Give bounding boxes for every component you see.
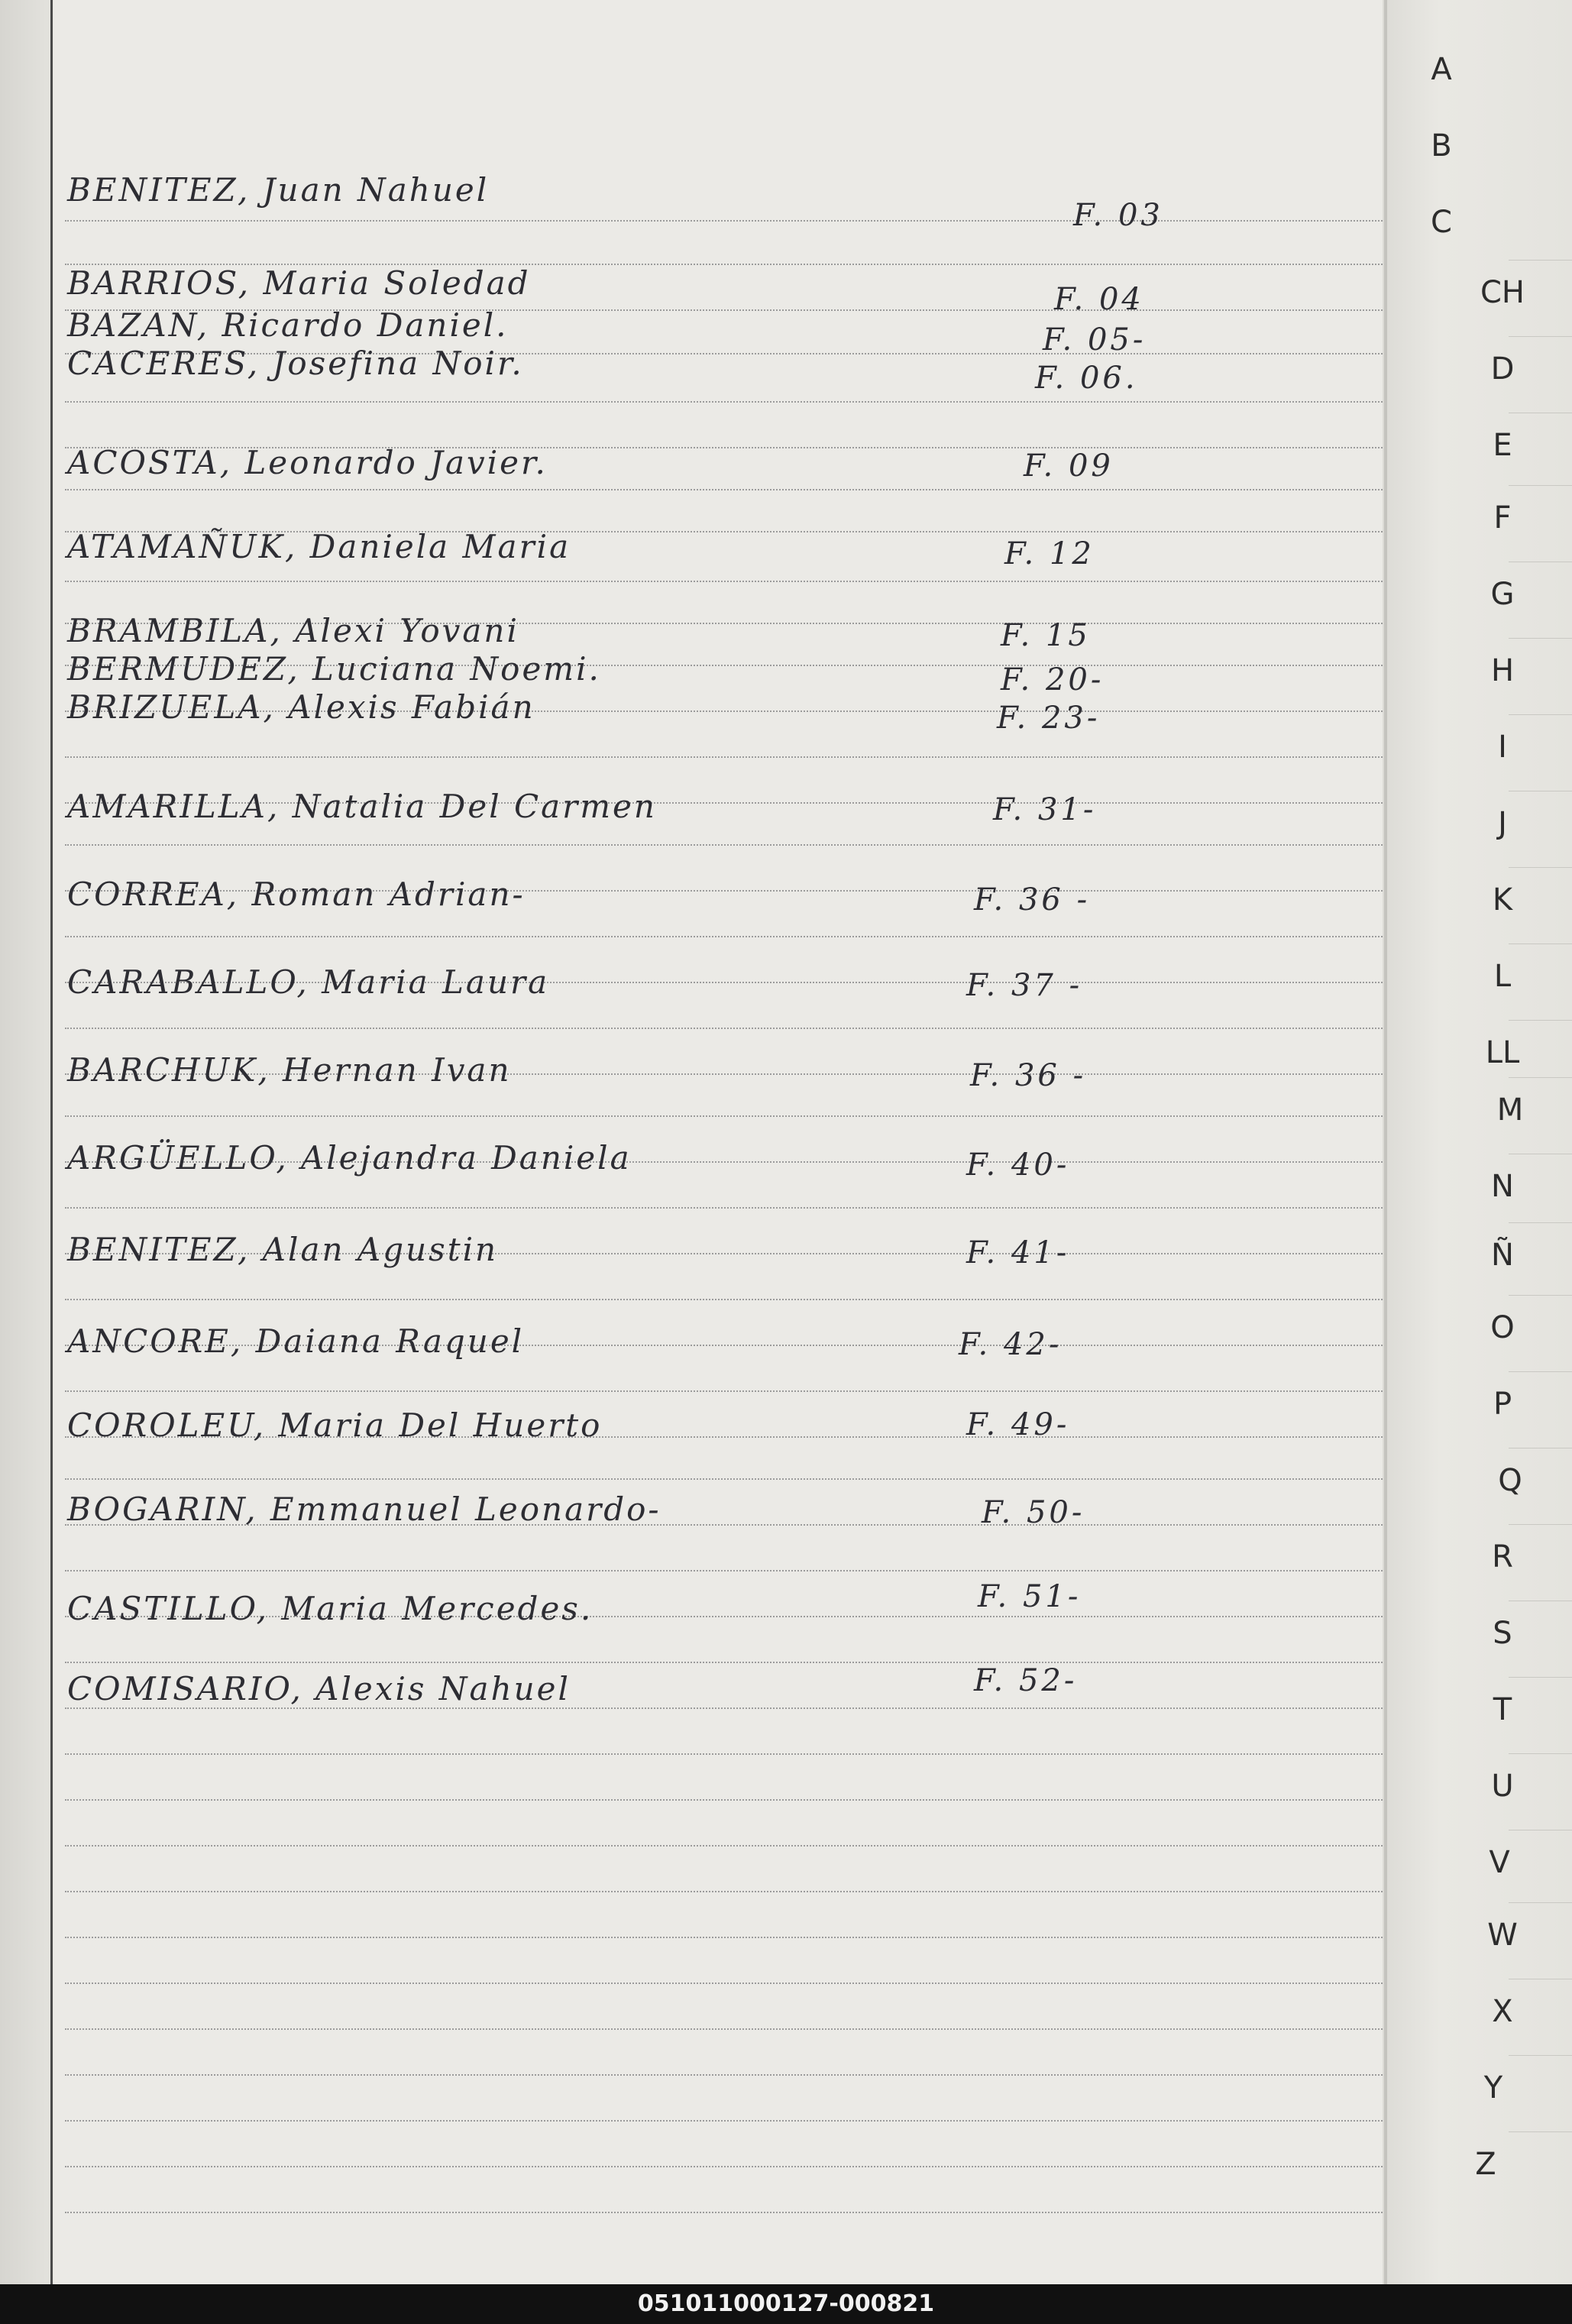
ruled-line [65,1845,1394,1847]
entry-folio: F. 31- [993,792,1097,827]
index-tab-d[interactable]: D [1490,351,1515,387]
index-tab-l[interactable]: L [1493,959,1512,994]
entry-folio: F. 51- [978,1579,1082,1614]
ruled-line [65,2028,1394,2030]
entry-name: ARGÜELLO, Alejandra Daniela [67,1139,632,1177]
entry-name: BAZAN, Ricardo Daniel. [67,306,509,344]
tab-strip-shadow [1384,0,1387,2284]
entry-name: BARCHUK, Hernan Ivan [67,1051,512,1089]
ruled-line [65,581,1394,582]
entry-name: BENITEZ, Juan Nahuel [67,171,490,209]
tab-divider [1509,714,1572,715]
tab-divider [1509,1902,1572,1903]
index-tab-z[interactable]: Z [1475,2147,1496,2182]
entry-folio: F. 42- [959,1327,1063,1362]
tab-divider [1509,1677,1572,1678]
ruled-line [65,1299,1394,1300]
ruled-line [65,1891,1394,1892]
entry-folio: F. 09 [1024,448,1114,484]
entry-name: COMISARIO, Alexis Nahuel [67,1670,571,1707]
entry-name: ANCORE, Daiana Raquel [67,1322,525,1360]
tab-divider [1509,260,1572,261]
ruled-line [65,2166,1394,2167]
entry-folio: F. 06. [1035,361,1138,396]
tab-divider [1509,2131,1572,2132]
entry-name: BOGARIN, Emmanuel Leonardo- [67,1491,661,1528]
ruled-line [65,1028,1394,1029]
entry-name: BERMUDEZ, Luciana Noemi. [67,650,601,688]
entry-name: CACERES, Josefina Noir. [67,345,524,382]
index-tab-c[interactable]: C [1431,205,1452,240]
ruled-line [65,1662,1394,1663]
index-tab-n[interactable]: N [1491,1169,1514,1204]
entry-name: BARRIOS, Maria Soledad [67,264,531,302]
ruled-line [65,489,1394,490]
ruled-line [65,401,1394,403]
index-tab-h[interactable]: H [1490,653,1515,688]
entry-name: AMARILLA, Natalia Del Carmen [67,788,657,825]
index-tab-s[interactable]: S [1493,1616,1512,1651]
entry-folio: F. 36 - [970,1058,1087,1093]
index-tab-ch[interactable]: CH [1480,275,1525,310]
entry-folio: F. 15 [1001,618,1091,653]
ruled-line [65,936,1394,937]
entry-name: CASTILLO, Maria Mercedes. [67,1590,594,1627]
index-tab-a[interactable]: A [1431,52,1452,87]
entry-name: CARABALLO, Maria Laura [67,963,550,1001]
index-tab-ñ[interactable]: Ñ [1491,1238,1514,1273]
entry-folio: F. 05- [1043,322,1147,358]
entry-name: BRIZUELA, Alexis Fabián [67,688,535,726]
entry-name: ATAMAÑUK, Daniela Maria [67,528,571,565]
index-tab-w[interactable]: W [1487,1918,1518,1953]
ruled-line [65,1937,1394,1938]
ruled-line [65,1753,1394,1755]
index-tab-i[interactable]: I [1498,730,1507,765]
index-tab-g[interactable]: G [1490,577,1515,612]
document-id-footer: 051011000127-000821 [0,2284,1572,2324]
index-tab-r[interactable]: R [1492,1539,1513,1575]
tab-divider [1509,1524,1572,1525]
entry-folio: F. 41- [966,1235,1070,1270]
index-tab-o[interactable]: O [1490,1310,1515,1345]
page-left-edge [0,0,53,2284]
index-tab-ll[interactable]: LL [1485,1035,1520,1070]
entry-name: CORREA, Roman Adrian- [67,876,526,913]
ruled-line [65,220,1394,222]
ruled-line [65,2212,1394,2213]
binding-line [50,0,53,2284]
ruled-line [65,1707,1394,1709]
entry-folio: F. 04 [1054,282,1144,317]
entry-folio: F. 12 [1004,536,1095,571]
index-tab-u[interactable]: U [1491,1769,1514,1804]
tab-divider [1509,485,1572,486]
entry-name: COROLEU, Maria Del Huerto [67,1406,603,1444]
tab-divider [1509,1077,1572,1078]
index-tab-q[interactable]: Q [1498,1463,1522,1498]
index-tab-k[interactable]: K [1492,882,1513,918]
entry-folio: F. 20- [1001,662,1105,698]
tab-divider [1509,336,1572,337]
index-tab-e[interactable]: E [1493,428,1512,463]
index-tab-x[interactable]: X [1492,1994,1513,2029]
entry-folio: F. 50- [982,1495,1085,1530]
index-tab-j[interactable]: J [1498,806,1507,841]
ruled-line [65,1983,1394,1984]
entry-name: BRAMBILA, Alexi Yovani [67,612,519,649]
tab-divider [1509,1371,1572,1372]
tab-divider [1509,1020,1572,1021]
ruled-line [65,1570,1394,1571]
ruled-line [65,1390,1394,1392]
ruled-line [65,1207,1394,1209]
ruled-line [65,1115,1394,1117]
index-tab-y[interactable]: Y [1483,2070,1503,2106]
entry-folio: F. 23- [997,701,1101,736]
index-tab-t[interactable]: T [1493,1692,1512,1727]
ruled-line [65,1478,1394,1480]
entry-folio: F. 49- [966,1407,1070,1442]
ruled-line [65,2120,1394,2122]
ruled-line [65,2074,1394,2076]
tab-divider [1509,867,1572,868]
index-tab-b[interactable]: B [1431,128,1452,163]
entry-folio: F. 37 - [966,968,1083,1003]
index-tab-m[interactable]: M [1496,1092,1524,1128]
tab-divider [1509,2055,1572,2056]
tab-divider [1509,1295,1572,1296]
ruled-line [65,1799,1394,1801]
ruled-line [65,844,1394,846]
entry-folio: F. 36 - [974,882,1091,918]
index-tab-f[interactable]: F [1493,500,1512,536]
index-tab-p[interactable]: P [1493,1387,1512,1422]
index-tab-v[interactable]: V [1489,1845,1510,1880]
entry-folio: F. 03 [1073,198,1163,233]
ruled-line [65,756,1394,758]
tab-divider [1509,1753,1572,1754]
tab-divider [1509,638,1572,639]
entry-folio: F. 52- [974,1663,1078,1698]
tab-divider [1509,1222,1572,1223]
entry-folio: F. 40- [966,1147,1070,1183]
entry-name: BENITEZ, Alan Agustin [67,1231,499,1268]
entry-name: ACOSTA, Leonardo Javier. [67,444,548,481]
